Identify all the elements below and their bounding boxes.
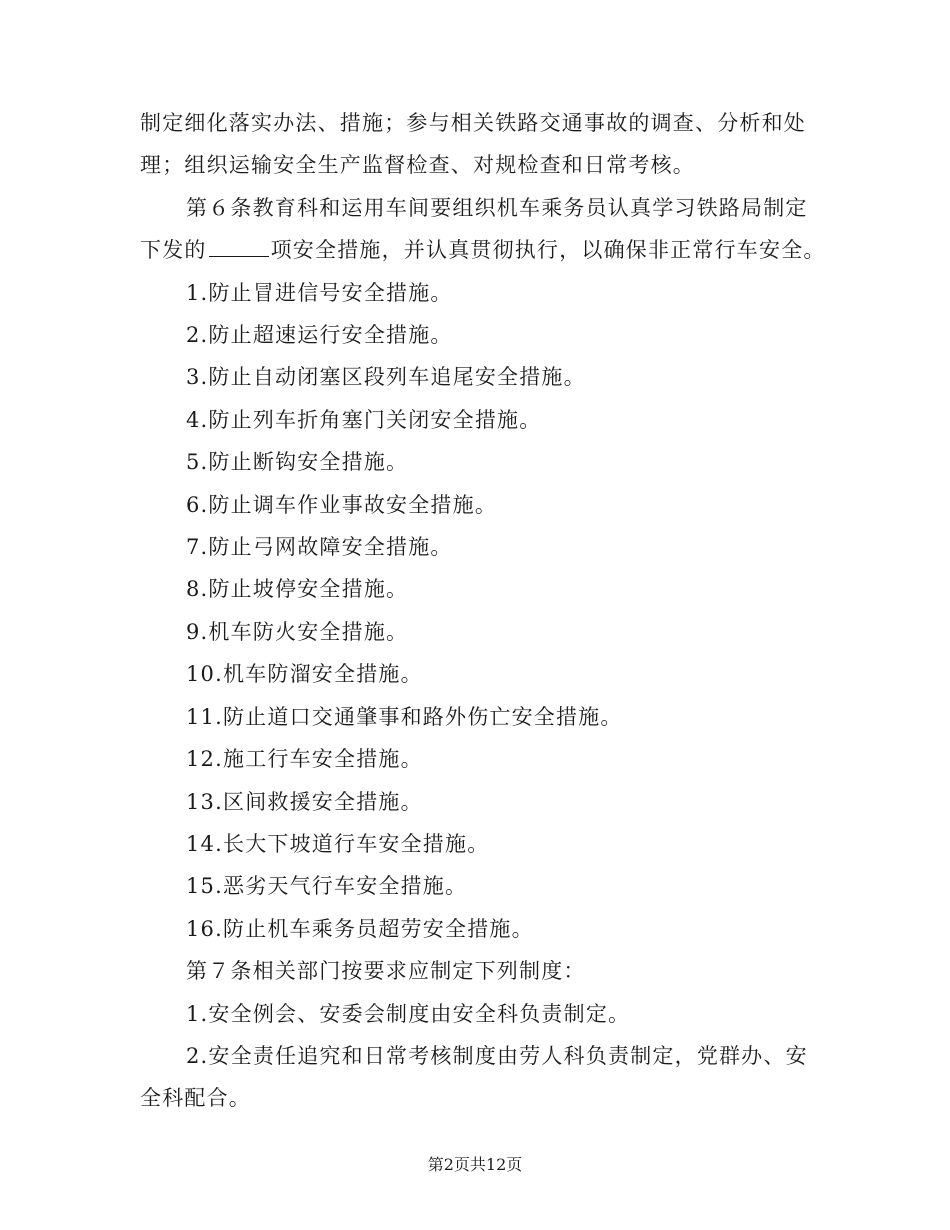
list-item: 7.防止弓网故障安全措施。: [186, 535, 453, 560]
paragraph-line: 全科配合。: [140, 1086, 251, 1111]
list-item: 12.施工行车安全措施。: [186, 747, 423, 772]
list-item: 2.防止超速运行安全措施。: [186, 323, 453, 348]
paragraph-line: 制定细化落实办法、措施；参与相关铁路交通事故的调查、分析和处: [140, 111, 806, 135]
fill-in-blank: [209, 238, 269, 257]
list-item: 1.安全例会、安委会制度由安全科负责制定。: [186, 1001, 631, 1026]
article-6-heading: 第６条教育科和运用车间要组织机车乘务员认真学习铁路局制定: [186, 195, 808, 220]
list-item: 15.恶劣天气行车安全措施。: [186, 874, 468, 899]
list-item: 3.防止自动闭塞区段列车追尾安全措施。: [186, 365, 586, 390]
text-after-blank: 项安全措施，并认真贯彻执行，以确保非正常行车安全。: [270, 238, 826, 263]
list-item: 14.长大下坡道行车安全措施。: [186, 831, 490, 856]
list-item: 8.防止坡停安全措施。: [186, 577, 409, 602]
text-before-blank: 下发的: [140, 238, 207, 263]
article-7-heading: 第７条相关部门按要求应制定下列制度：: [186, 959, 586, 984]
list-item: 10.机车防溜安全措施。: [186, 662, 423, 687]
list-item: 16.防止机车乘务员超劳安全措施。: [186, 916, 534, 941]
paragraph-line: 理；组织运输安全生产监督检查、对规检查和日常考核。: [140, 153, 695, 178]
list-item: 11.防止道口交通肇事和路外伤亡安全措施。: [186, 704, 623, 729]
list-item: 4.防止列车折角塞门关闭安全措施。: [186, 407, 542, 432]
paragraph-line-with-blank: [140, 229, 826, 271]
list-item: 13.区间救援安全措施。: [186, 789, 423, 814]
list-item: 9.机车防火安全措施。: [186, 619, 409, 644]
page-number-footer: 第2页共12页: [427, 1155, 523, 1174]
list-item: 1.防止冒进信号安全措施。: [186, 280, 453, 305]
list-item: 5.防止断钩安全措施。: [186, 450, 409, 475]
list-item: 6.防止调车作业事故安全措施。: [186, 492, 498, 517]
list-item: 2.安全责任追究和日常考核制度由劳人科负责制定，党群办、安: [186, 1043, 808, 1068]
document-body: [140, 102, 826, 1120]
